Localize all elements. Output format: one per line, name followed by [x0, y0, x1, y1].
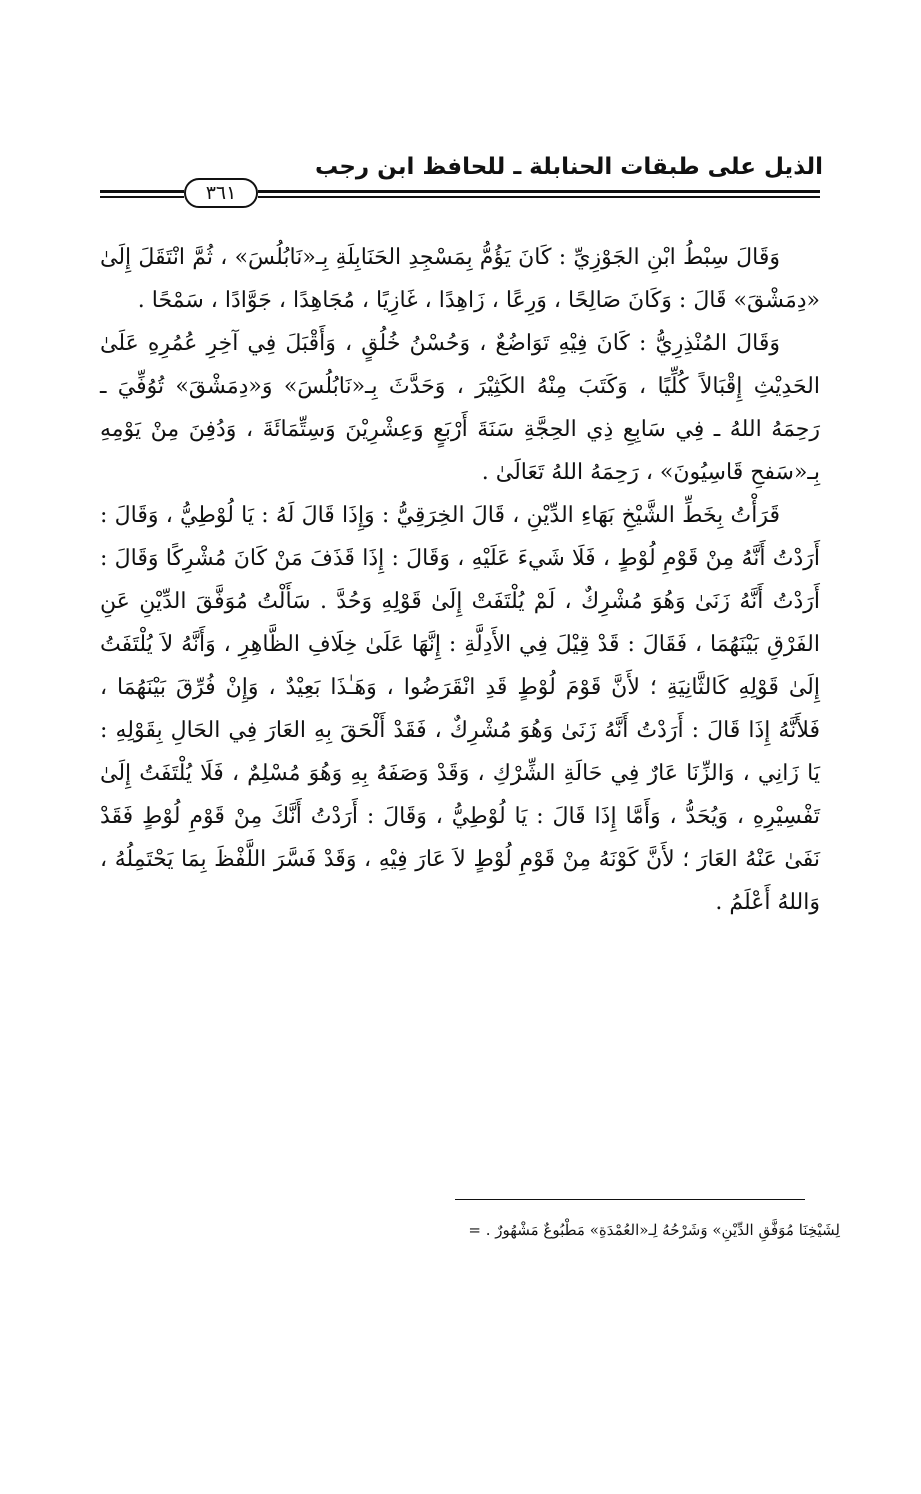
header-rule-left [100, 190, 184, 198]
paragraph-al-mundhiri: وَقَالَ المُنْذِرِيُّ : كَانَ فِيْهِ تَوَاضُعٌ ، وَحُسْنُ خُلُقٍ ، وَأَقْبَلَ فِي آخِرِ عُمُرِهِ عَلَىٰ الحَدِيْثِ إِقْبَالاً كُلِّيًا ، وَكَتَبَ مِنْهُ الكَثِيْرَ ، وَحَدَّثَ بِـ«نَابُلُسَ» وَ«دِمَشْقَ» تُوُفِّيَ ـ رَحِمَهُ اللهُ ـ فِي سَابِعِ ذِي الحِجَّةِ سَنَةَ أَرْبَعٍ وَعِشْرِيْنَ وَسِتِّمَائَةَ ، وَدُفِنَ مِنْ يَوْمِهِ بِـ«سَفحِ قَاسِيُونَ» ، رَحِمَهُ اللهُ تَعَالَىٰ . [100, 331, 820, 485]
body-text [100, 236, 820, 924]
footnote-text: لِشَيْخِنَا مُوَفَّقِ الدِّيْنِ» وَشَرْحُهُ لِـ«العُمْدَةِ» مَطْبُوعٌ مَشْهُورٌ . [485, 1221, 840, 1239]
paragraph-sibt-ibn-al-jawzi: وَقَالَ سِبْطُ ابْنِ الجَوْزِيِّ : كَانَ يَؤُمُّ بِمَسْجِدِ الحَنَابِلَةِ بِـ«نَابُلُسَ» ، ثُمَّ انْتَقَلَ إِلَىٰ «دِمَشْقَ» قَالَ : وَكَانَ صَالِحًا ، وَرِعًا ، زَاهِدًا ، غَازِيًا ، مُجَاهِدًا ، جَوَّادًا ، سَمْحًا . [100, 245, 820, 313]
header-rule-right [258, 190, 820, 198]
paragraph-al-khiraqi: قَرَأْتُ بِخَطِّ الشَّيْخِ بَهَاءِ الدِّيْنِ ، قَالَ الخِرَقِيُّ : وَإِذَا قَالَ لَهُ : يَا لُوْطِيُّ ، وَقَالَ : أَرَدْتُ أَنَّهُ مِنْ قَوْمِ لُوْطٍ ، فَلَا شَيءَ عَلَيْهِ ، وَقَالَ : إِذَا قَذَفَ مَنْ كَانَ مُشْرِكًا وَقَالَ : أَرَدْتُ أَنَّهُ زَنَىٰ وَهُوَ مُشْرِكٌ ، لَمْ يُلْتَفَتْ إِلَىٰ قَوْلِهِ وَحُدَّ . سَأَلْتُ مُوَفَّقَ الدِّيْنِ عَنِ الفَرْقِ بَيْنَهُمَا ، فَقَالَ : قَدْ قِيْلَ فِي الأَدِلَّةِ : إِنَّهَا عَلَىٰ خِلَافِ الظَّاهِرِ ، وَأَنَّهُ لاَ يُلْتَفَتُ إِلَىٰ قَوْلِهِ كَالثَّانِيَةِ ؛ لأَنَّ قَوْمَ لُوْطٍ قَدِ انْقَرَضُوا ، وَهَـٰذَا بَعِيْدٌ ، وَإِنْ فُرِّقَ بَيْنَهُمَا ، فَلأَنَّهُ إِذَا قَالَ : أَرَدْتُ أَنَّهُ زَنَىٰ وَهُوَ مُشْرِكٌ ، فَقَدْ أَلْحَقَ بِهِ العَارَ فِي الحَالِ بِقَوْلِهِ : يَا زَانِي ، وَالزِّنَا عَارٌ فِي حَالَةِ الشِّرْكِ ، وَقَدْ وَصَفَهُ بِهِ وَهُوَ مُسْلِمٌ ، فَلَا يُلْتَفَتُ إِلَىٰ تَفْسِيْرِهِ ، وَيُحَدُّ ، وَأَمَّا إِذَا قَالَ : يَا لُوْطِيُّ ، وَقَالَ : أَرَدْتُ أَنَّكَ مِنْ قَوْمِ لُوْطٍ فَقَدْ نَفَىٰ عَنْهُ العَارَ ؛ لأَنَّ كَوْنَهُ مِنْ قَوْمِ لُوْطٍ لاَ عَارَ فِيْهِ ، وَقَدْ فَسَّرَ اللَّفْظَ بِمَا يَحْتَمِلُهُ ، وَاللهُ أَعْلَمُ . [100, 503, 820, 915]
footnote [300, 1217, 840, 1243]
page-number: ٣٦١ [184, 178, 258, 208]
footnote-rule [455, 1199, 805, 1200]
footnote-continuation-mark: = [468, 1221, 481, 1239]
running-title: الذيل على طبقات الحنابلة ـ للحافظ ابن رجب [314, 154, 823, 180]
